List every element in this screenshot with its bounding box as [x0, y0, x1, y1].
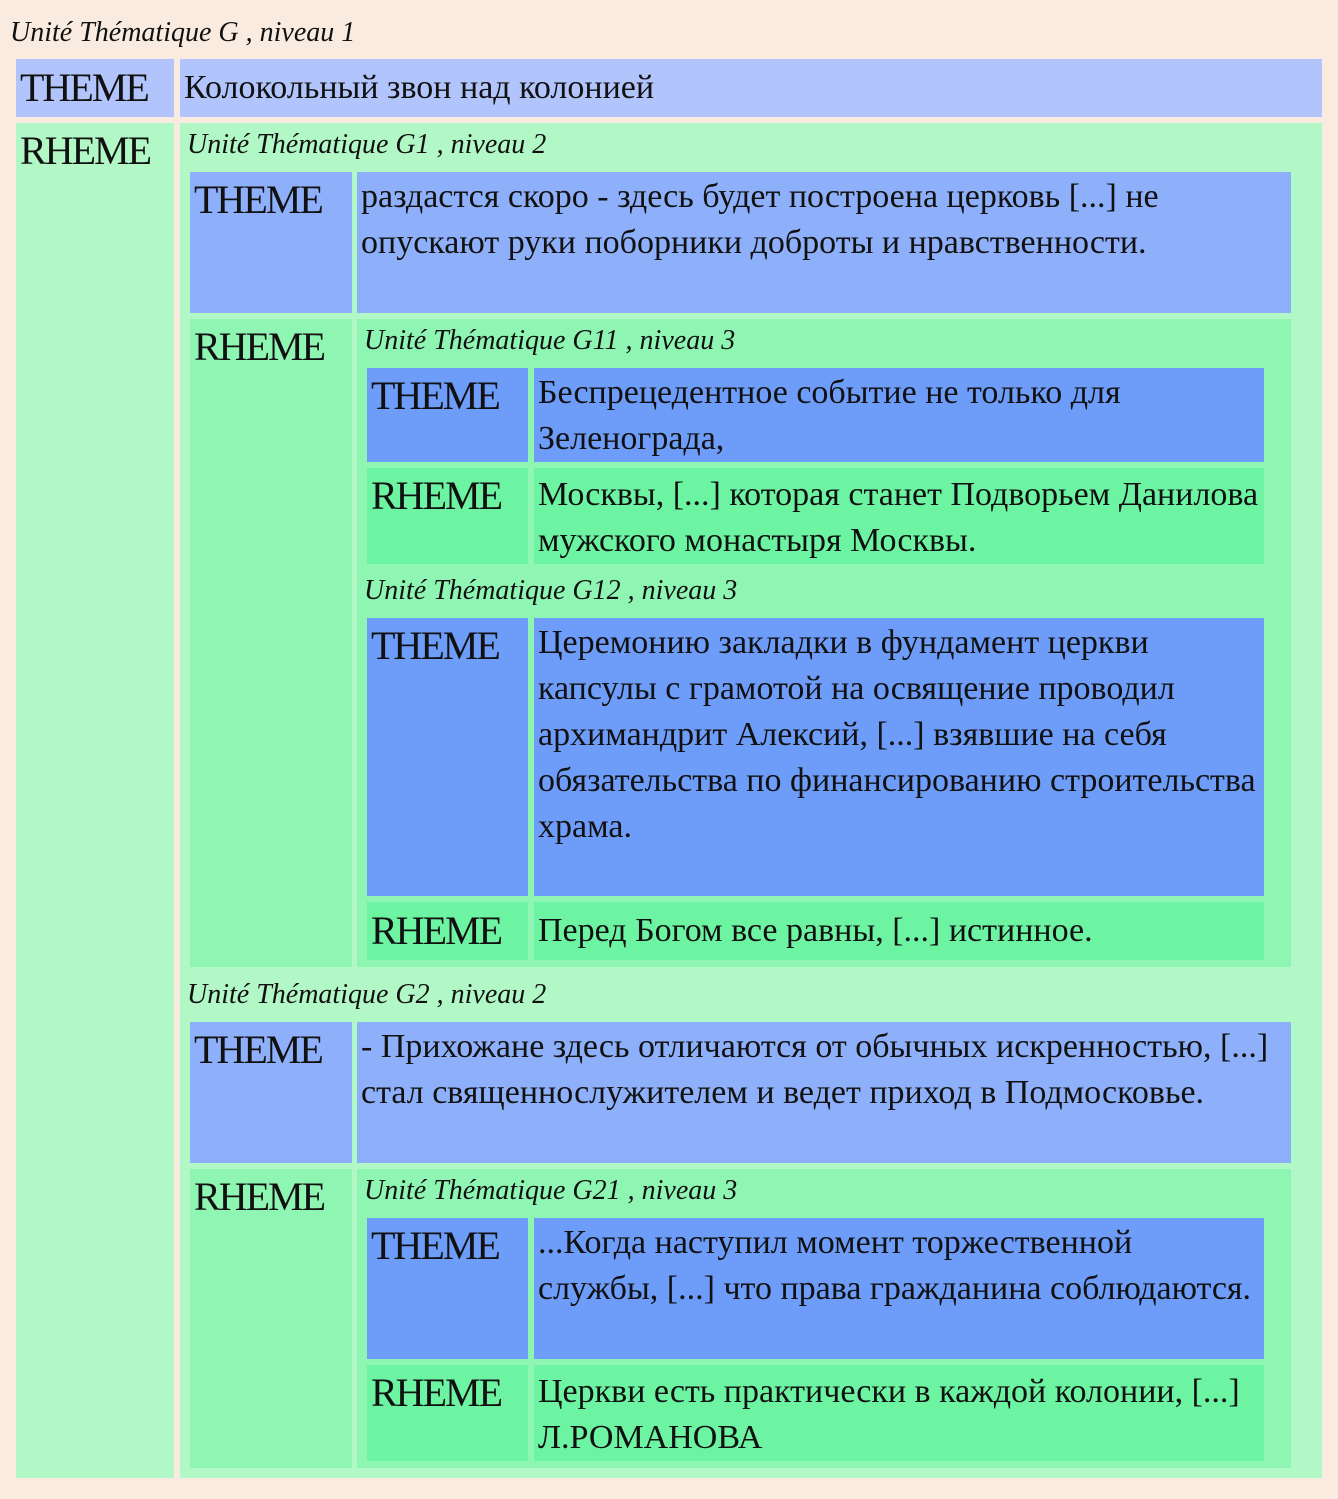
unit-G12-rheme-text: Перед Богом все равны, [...] истинное. [538, 912, 1093, 949]
unit-G2-theme-label-cell [190, 1022, 352, 1163]
unit-G11-theme-label-cell [367, 368, 528, 462]
unit-G-title: Unité Thématique G , niveau 1 [10, 17, 356, 48]
unit-G2-theme-text-cell [357, 1022, 1291, 1163]
unit-G11-title: Unité Thématique G11 , niveau 3 [364, 325, 736, 356]
unit-G21-title: Unité Thématique G21 , niveau 3 [364, 1175, 738, 1206]
theme-label: THEME [194, 177, 322, 222]
unit-G1-theme-text-cell [357, 172, 1291, 313]
unit-G11-theme-text-cell [534, 368, 1264, 462]
unit-G21-theme-label-cell [367, 1218, 528, 1359]
unit-G2-theme-text: - Прихожане здесь отличаются от обычных искренностью, [...] стал священнослужителем и ведет приход в Подмосковье. [361, 1028, 1269, 1111]
unit-G2-rheme-label-cell [190, 1169, 352, 1468]
unit-G21-rheme-text-cell [534, 1365, 1264, 1461]
unit-G1-theme-text: раздастся скоро - здесь будет построена церковь [...] не опускают руки поборники доброты и нравственности. [361, 178, 1159, 261]
unit-G11-rheme-label-cell [367, 468, 528, 564]
rheme-label: RHEME [371, 1370, 501, 1415]
unit-G2-title: Unité Thématique G2 , niveau 2 [187, 979, 547, 1010]
theme-label: THEME [371, 373, 499, 418]
unit-G12-theme-text-cell [534, 618, 1264, 896]
unit-G21-theme-text-cell [534, 1218, 1264, 1359]
rheme-label: RHEME [20, 128, 150, 173]
rheme-label: RHEME [371, 908, 501, 953]
unit-G12-theme-label-cell [367, 618, 528, 896]
unit-G-rheme-label-cell [16, 123, 174, 1478]
unit-G1-title: Unité Thématique G1 , niveau 2 [187, 129, 547, 160]
theme-label: THEME [371, 623, 499, 668]
unit-G11-rheme-text-cell [534, 468, 1264, 564]
unit-G21-rheme-text: Церкви есть практически в каждой колонии, [...] Л.РОМАНОВА [538, 1373, 1240, 1456]
rheme-label: RHEME [194, 324, 324, 369]
unit-G1-rheme-label-cell [190, 319, 352, 967]
rheme-label: RHEME [194, 1174, 324, 1219]
theme-label: THEME [20, 65, 148, 110]
rheme-label: RHEME [371, 473, 501, 518]
unit-G-theme-text-cell [180, 59, 1322, 117]
theme-label: THEME [194, 1027, 322, 1072]
unit-G21-rheme-label-cell [367, 1365, 528, 1461]
unit-G-theme-text: Колокольный звон над колонией [184, 69, 655, 106]
unit-G-theme-label-cell [16, 59, 174, 117]
unit-G11-theme-text: Беспрецедентное событие не только для Зеленограда, [538, 374, 1121, 457]
unit-G11-rheme-text: Москвы, [...] которая станет Подворьем Данилова мужского монастыря Москвы. [538, 476, 1259, 559]
unit-G12-title: Unité Thématique G12 , niveau 3 [364, 575, 738, 606]
unit-G1-theme-label-cell [190, 172, 352, 313]
unit-G21-theme-text: ...Когда наступил момент торжественной службы, [...] что права гражданина соблюдаются. [538, 1224, 1252, 1307]
unit-G12-theme-text: Церемонию закладки в фундамент церкви капсулы с грамотой на освящение проводил архимандрит Алексий, [...] взявшие на себя обязательства по финансированию строительства храма. [538, 624, 1256, 845]
theme-label: THEME [371, 1223, 499, 1268]
unit-G12-rheme-text-cell [534, 902, 1264, 960]
unit-G12-rheme-label-cell [367, 902, 528, 960]
